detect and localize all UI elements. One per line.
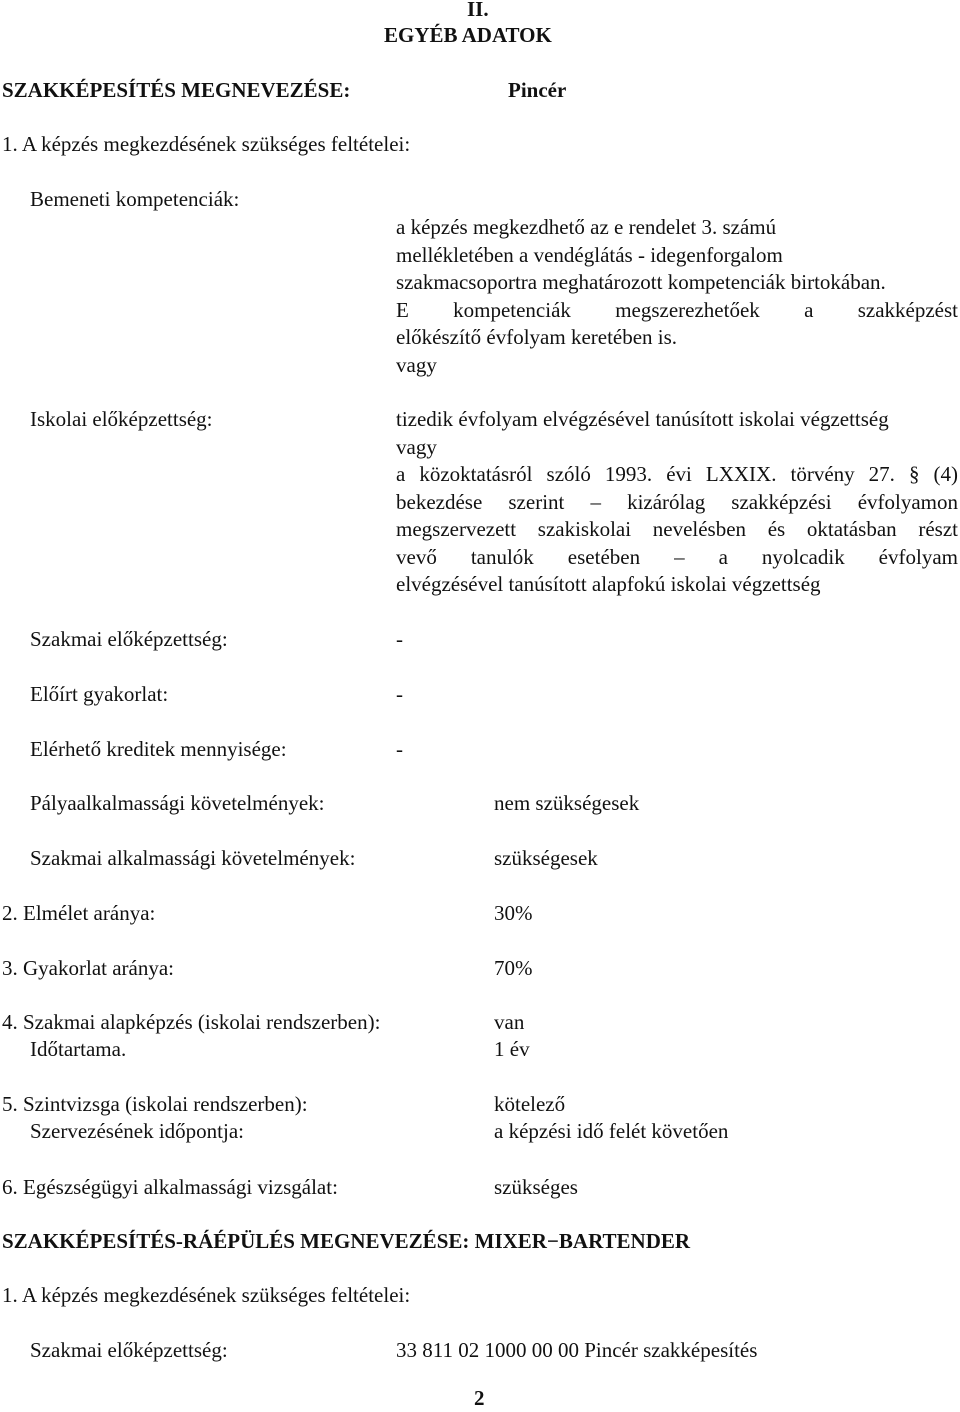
professional-req-label: Szakmai alkalmassági követelmények: [30,846,356,870]
career-req-label: Pályaalkalmassági követelmények: [30,791,325,815]
school-prior-line: vevő tanulók esetében – a nyolcadik évfolyam [396,544,958,569]
input-competencies-line: szakmacsoportra meghatározott kompetenciák birtokában. [396,270,886,294]
qualification-value: Pincér [508,78,567,102]
professional-prior-label: Szakmai előképzettség: [30,627,228,651]
extension-prior-value: 33 811 02 1000 00 00 Pincér szakképesítés [396,1338,758,1362]
professional-req-value: szükségesek [494,846,598,870]
duration-value: 1 év [494,1037,530,1061]
basic-training-label: 4. Szakmai alapképzés (iskolai rendszerben): [2,1010,381,1034]
credits-label: Elérhető kreditek mennyisége: [30,737,287,761]
organization-time-label: Szervezésének időpontja: [30,1119,244,1143]
level-exam-label: 5. Szintvizsga (iskolai rendszerben): [2,1092,308,1116]
organization-time-value: a képzési idő felét követően [494,1119,729,1143]
page-number: 2 [474,1386,485,1410]
school-prior-line: elvégzésével tanúsított alapfokú iskolai végzettség [396,572,821,596]
section-title: EGYÉB ADATOK [384,23,552,47]
input-competencies-line: előkészítő évfolyam keretében is. [396,325,678,349]
school-prior-line: tizedik évfolyam elvégzésével tanúsított iskolai végzettség [396,407,889,431]
extension-section1-title: 1. A képzés megkezdésének szükséges feltételei: [2,1283,411,1307]
qualification-label: SZAKKÉPESÍTÉS MEGNEVEZÉSE: [2,78,351,102]
school-prior-line: bekezdése szerint – kizárólag szakképzési évfolyamon [396,489,958,514]
required-practice-label: Előírt gyakorlat: [30,682,169,706]
school-prior-text [396,406,958,599]
school-prior-line: a közoktatásról szóló 1993. évi LXXIX. törvény 27. § (4) [396,462,958,486]
input-competencies-label: Bemeneti kompetenciák: [30,187,240,211]
input-competencies-line: mellékletében a vendéglátás - idegenforgalom [396,242,783,267]
input-competencies-line: E kompetenciák megszerezhetőek a szakképzést [396,297,958,322]
input-competencies-line: a képzés megkezdhető az e rendelet 3. számú [396,215,777,239]
school-prior-label: Iskolai előképzettség: [30,407,213,431]
credits-value: - [396,737,403,761]
extension-prior-label: Szakmai előképzettség: [30,1338,228,1362]
level-exam-value: kötelező [494,1092,566,1116]
basic-training-value: van [494,1010,525,1034]
professional-prior-value: - [396,627,403,651]
duration-label: Időtartama. [30,1037,127,1061]
input-competencies-line: vagy [396,352,437,377]
practice-ratio-value: 70% [494,956,533,980]
theory-ratio-label: 2. Elmélet aránya: [2,901,156,925]
practice-ratio-label: 3. Gyakorlat aránya: [2,956,175,980]
school-prior-line: megszervezett szakiskolai nevelésben és oktatásban részt [396,517,958,541]
required-practice-value: - [396,682,403,706]
section-number: II. [467,0,489,21]
school-prior-line: vagy [396,434,437,459]
health-check-value: szükséges [494,1175,578,1199]
career-req-value: nem szükségesek [494,791,640,815]
input-competencies-text [396,214,958,379]
section1-title: 1. A képzés megkezdésének szükséges feltételei: [2,132,411,156]
theory-ratio-value: 30% [494,901,533,925]
extension-label: SZAKKÉPESÍTÉS-RÁÉPÜLÉS MEGNEVEZÉSE: MIXER−BARTENDER [2,1229,691,1253]
health-check-label: 6. Egészségügyi alkalmassági vizsgálat: [2,1175,338,1199]
